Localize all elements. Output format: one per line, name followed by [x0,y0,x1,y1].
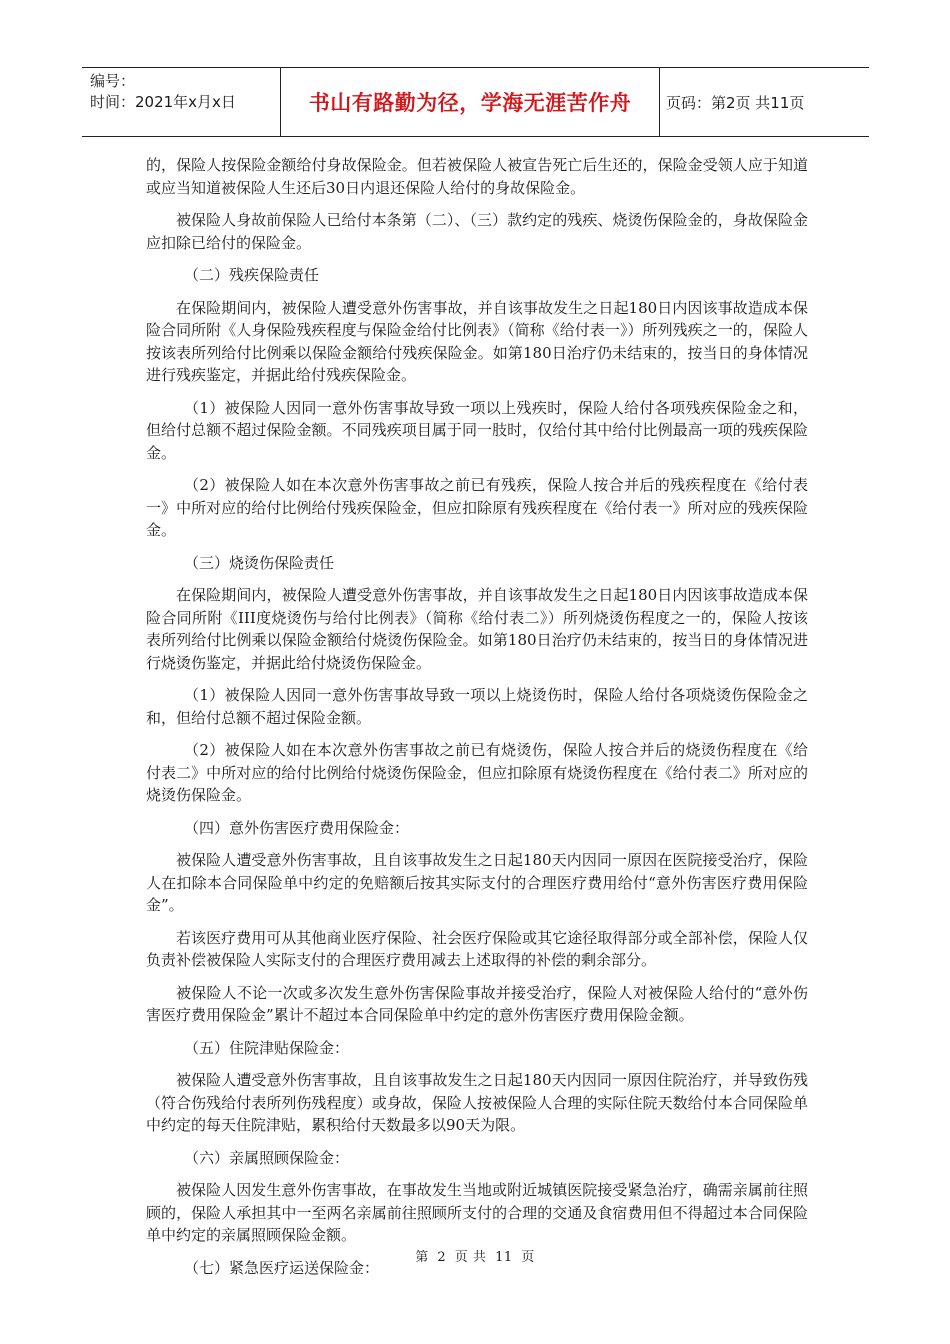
section-heading: （五）住院津贴保险金： [184,1038,350,1057]
footer-middle: 页 共 [454,1250,487,1265]
body-paragraph: （2）被保险人如在本次意外伤害事故之前已有烧烫伤，保险人按合并后的烧烫伤程度在《给付表二》中所对应的给付比例给付烧烫伤保险金，但应扣除原有烧烫伤程度在《给付表二》所对应的烧烫伤保险金。 [146,741,808,804]
section-heading: （七）紧急医疗运送保险金： [184,1258,380,1277]
footer-prefix: 第 [415,1250,429,1265]
body-paragraph: （1）被保险人因同一意外伤害事故导致一项以上烧烫伤时，保险人给付各项烧烫伤保险金之和，但给付总额不超过保险金额。 [146,686,808,727]
header-page-label: 页码：第2页 共11页 [666,93,805,112]
body-paragraph: 若该医疗费用可从其他商业医疗保险、社会医疗保险或其它途径取得部分或全部补偿，保险人仅负责补偿被保险人实际支付的合理医疗费用减去上述取得的补偿的剩余部分。 [146,928,808,969]
body-paragraph: 被保险人因发生意外伤害事故，在事故发生当地或附近城镇医院接受紧急治疗，确需亲属前往照顾的，保险人承担其中一至两名亲属前往照顾所支付的合理的交通及食宿费用但不得超过本合同保险单中约定的亲属照顾保险金额。 [146,1181,808,1244]
footer-current-page: 2 [437,1250,447,1265]
section-heading: （二）残疾保险责任 [184,266,320,284]
body-paragraph: 在保险期间内，被保险人遭受意外伤害事故，并自该事故发生之日起180日内因该事故造成本保险合同所附《人身保险残疾程度与保险金给付比例表》（简称《给付表一》）所列残疾之一的，保险人按该表所列给付比例乘以保险金额给付残疾保险金。如第180日治疗仍未结束的，按当日的身体情况进行残疾鉴定，并据此给付残疾保险金。 [146,298,808,384]
page-footer [0,1246,950,1265]
footer-total-pages: 11 [495,1250,513,1265]
header-meta [82,68,281,136]
doc-number-label: 编号： [90,72,136,90]
body-paragraph: 被保险人身故前保险人已给付本条第（二）、（三）款约定的残疾、烧烫伤保险金的，身故保险金应扣除已给付的保险金。 [146,211,808,252]
section-heading: （四）意外伤害医疗费用保险金： [184,818,410,837]
body-paragraph: （2）被保险人如在本次意外伤害事故之前已有残疾，保险人按合并后的残疾程度在《给付表一》中所对应的给付比例给付残疾保险金，但应扣除原有残疾程度在《给付表一》所对应的残疾保险金。 [146,476,808,539]
body-paragraph: 被保险人遭受意外伤害事故，且自该事故发生之日起180天内因同一原因住院治疗，并导致伤残（符合伤残给付表所列伤残程度）或身故，保险人按被保险人合理的实际住院天数给付本合同保险单中约定的每天住院津贴，累积给付天数最多以90天为限。 [146,1071,808,1134]
page-header [82,67,869,137]
section-heading: （三）烧烫伤保险责任 [184,553,335,572]
body-paragraph: 被保险人遭受意外伤害事故，且自该事故发生之日起180天内因同一原因在医院接受治疗，保险人在扣除本合同保险单中约定的免赔额后按其实际支付的合理医疗费用给付“意外伤害医疗费用保险金”。 [146,851,808,914]
doc-time-label: 时间：2021年x月x日 [90,93,236,111]
body-paragraph: 在保险期间内，被保险人遭受意外伤害事故，并自该事故发生之日起180日内因该事故造成本保险合同所附《III度烧烫伤与给付比例表》（简称《给付表二》）所列烧烫伤程度之一的，保险人按该表所列给付比例乘以保险金额给付烧烫伤保险金。如第180日治疗仍未结束的，按当日的身体情况进行烧烫伤鉴定，并据此给付烧烫伤保险金。 [146,586,808,672]
document-body [146,154,808,1289]
body-paragraph: 被保险人不论一次或多次发生意外伤害保险事故并接受治疗，保险人对被保险人给付的“意外伤害医疗费用保险金”累计不超过本合同保险单中约定的意外伤害医疗费用保险金额。 [146,983,808,1024]
section-heading: （六）亲属照顾保险金： [184,1148,350,1167]
body-paragraph: （1）被保险人因同一意外伤害事故导致一项以上残疾时，保险人给付各项残疾保险金之和，但给付总额不超过保险金额。不同残疾项目属于同一肢时，仅给付其中给付比例最高一项的残疾保险金。 [146,398,808,462]
footer-suffix: 页 [521,1250,535,1265]
header-motto: 书山有路勤为径，学海无涯苦作舟 [281,68,660,136]
body-paragraph: 的，保险人按保险金额给付身故保险金。但若被保险人被宣告死亡后生还的，保险金受领人应于知道或应当知道被保险人生还后30日内退还保险人给付的身故保险金。 [146,156,808,197]
